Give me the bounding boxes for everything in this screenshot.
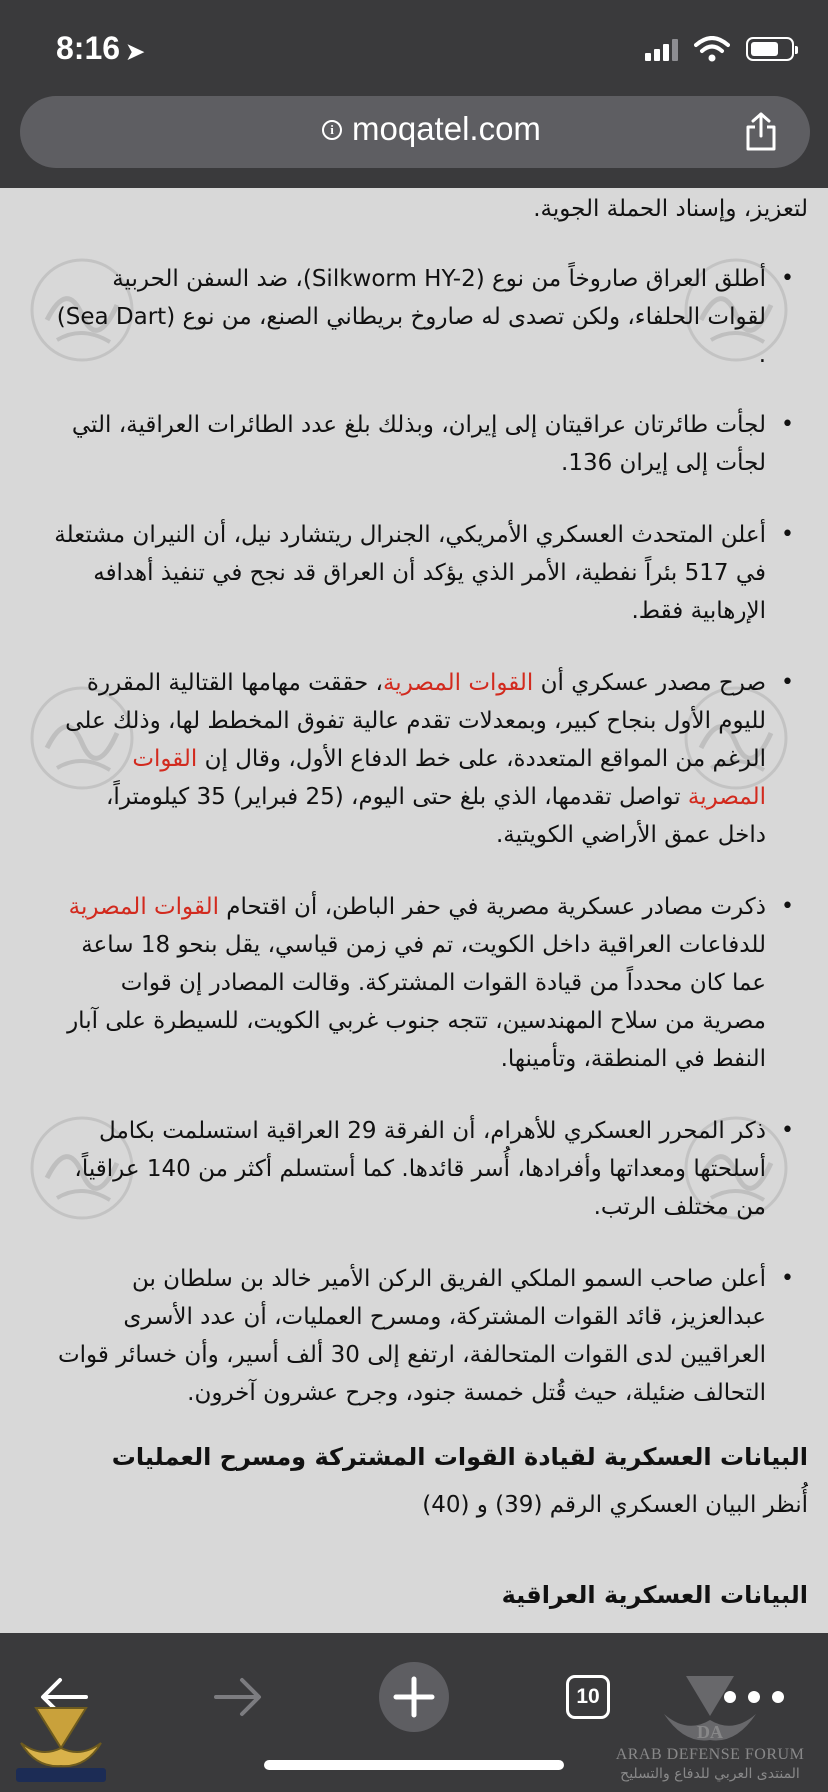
- bullet-item-3: [30, 516, 808, 630]
- news-bullet-list: [30, 260, 808, 1412]
- battery-icon: [746, 37, 794, 61]
- bullet-text: تواصل تقدمها، الذي بلغ حتى اليوم، (25 فبراير) 35 كيلومتراً، داخل عمق الأراضي الكويتية.: [106, 784, 766, 848]
- status-bar-time: [56, 30, 144, 67]
- egyptian-forces-highlight: القوات المصرية: [132, 746, 766, 810]
- bullet-text: أطلق العراق صاروخاً من نوع (Silkworm HY-2)، ضد السفن الحربية لقوات الحلفاء، ولكن تصدى له صاروخ بريطاني الصنع، من نوع (Sea Dart) .: [56, 266, 766, 368]
- bullet-text: لجأت طائرتان عراقيتان إلى إيران، وبذلك بلغ عدد الطائرات العراقية، التي لجأت إلى إيران 136.: [71, 412, 766, 476]
- arab-defense-forum-watermark: [600, 1676, 820, 1792]
- egyptian-forces-highlight: القوات المصرية: [68, 894, 219, 920]
- clock: 8:16: [56, 30, 121, 66]
- bullet-item-5: [30, 888, 808, 1078]
- location-arrow-icon: ➤: [126, 39, 145, 64]
- intro-line: لتعزيز، وإسناد الحملة الجوية.: [533, 196, 808, 222]
- bullet-text: صرح مصدر عسكري أن: [533, 670, 766, 696]
- cellular-signal-icon: [645, 37, 678, 61]
- url-text[interactable]: moqatel.com: [352, 110, 541, 147]
- forum-name-english: ARAB DEFENSE FORUM: [615, 1746, 805, 1763]
- tabs-count-button[interactable]: 10: [566, 1675, 610, 1719]
- site-info-icon[interactable]: i: [322, 120, 342, 140]
- home-indicator[interactable]: [264, 1760, 564, 1770]
- bullet-item-6: [30, 1112, 808, 1226]
- bullet-text: ذكرت مصادر عسكرية مصرية في حفر الباطن، أن اقتحام: [218, 894, 766, 920]
- section-heading-iraqi: البيانات العسكرية العراقية: [501, 1581, 808, 1609]
- status-icons: [645, 36, 794, 62]
- bullet-text: للدفاعات العراقية داخل الكويت، تم في زمن قياسي، يقل بنحو 18 ساعة عما كان محدداً من قيادة القوات المشتركة. وقالت المصادر إن قوات مصرية من سلاح المهندسين، تتجه جنوب غربي الكويت، للسيطرة على آبار النفط في المنطقة، وتأمينها.: [67, 932, 766, 1072]
- bullet-text: أعلن المتحدث العسكري الأمريكي، الجنرال ريتشارد نيل، أن النيران مشتعلة في 517 بئراً نفطية، الأمر الذي يؤكد أن العراق قد نجح في تنفيذ أهدافه الإرهابية فقط.: [54, 522, 766, 624]
- forum-name-arabic: المنتدى العربي للدفاع والتسليح: [620, 1766, 800, 1782]
- forward-arrow-icon[interactable]: [212, 1675, 264, 1719]
- article-body: [30, 188, 808, 1614]
- bullet-item-4: [30, 664, 808, 854]
- arab-defense-forum-logo-icon: [6, 1688, 116, 1788]
- see-statement-line: أُنظر البيان العسكري الرقم (39) و (40): [422, 1492, 808, 1518]
- new-tab-plus-icon[interactable]: [378, 1661, 450, 1733]
- web-page-content[interactable]: [0, 188, 828, 1633]
- address-bar[interactable]: [20, 96, 810, 168]
- bullet-item-1: [30, 260, 808, 374]
- forum-initials: DA: [697, 1722, 723, 1742]
- bullet-text: ، حققت مهامها القتالية المقررة لليوم الأول بنجاح كبير، وبمعدلات تقدم عالية تفوق المخطط لها، وذلك على الرغم من المواقع المتعددة، على خط الدفاع الأول، وقال إن: [65, 670, 766, 772]
- bullet-item-2: [30, 406, 808, 482]
- browser-top-chrome: [0, 0, 828, 188]
- bullet-text: أعلن صاحب السمو الملكي الفريق الركن الأمير خالد بن سلطان بن عبدالعزيز، قائد القوات المشتركة، ومسرح العمليات، أن عدد الأسرى العراقيين لدى القوات المتحالفة، ارتفع إلى 30 ألف أسير، وأن خسائر قوات التحالف ضئيلة، حيث قُتل خمسة جنود، وجرح عشرون آخرون.: [58, 1266, 766, 1406]
- section-heading-joint-command: البيانات العسكرية لقيادة القوات المشتركة ومسرح العمليات: [111, 1443, 808, 1471]
- egyptian-forces-highlight: القوات المصرية: [382, 670, 534, 696]
- wifi-icon: [694, 36, 730, 62]
- share-icon[interactable]: [744, 112, 778, 152]
- bullet-text: ذكر المحرر العسكري للأهرام، أن الفرقة 29 العراقية استسلمت بكامل أسلحتها ومعداتها وأفرادها، أُسر قائدها. كما أستسلم أكثر من 140 عراقياً، من مختلف الرتب.: [74, 1118, 766, 1220]
- bullet-item-7: [30, 1260, 808, 1412]
